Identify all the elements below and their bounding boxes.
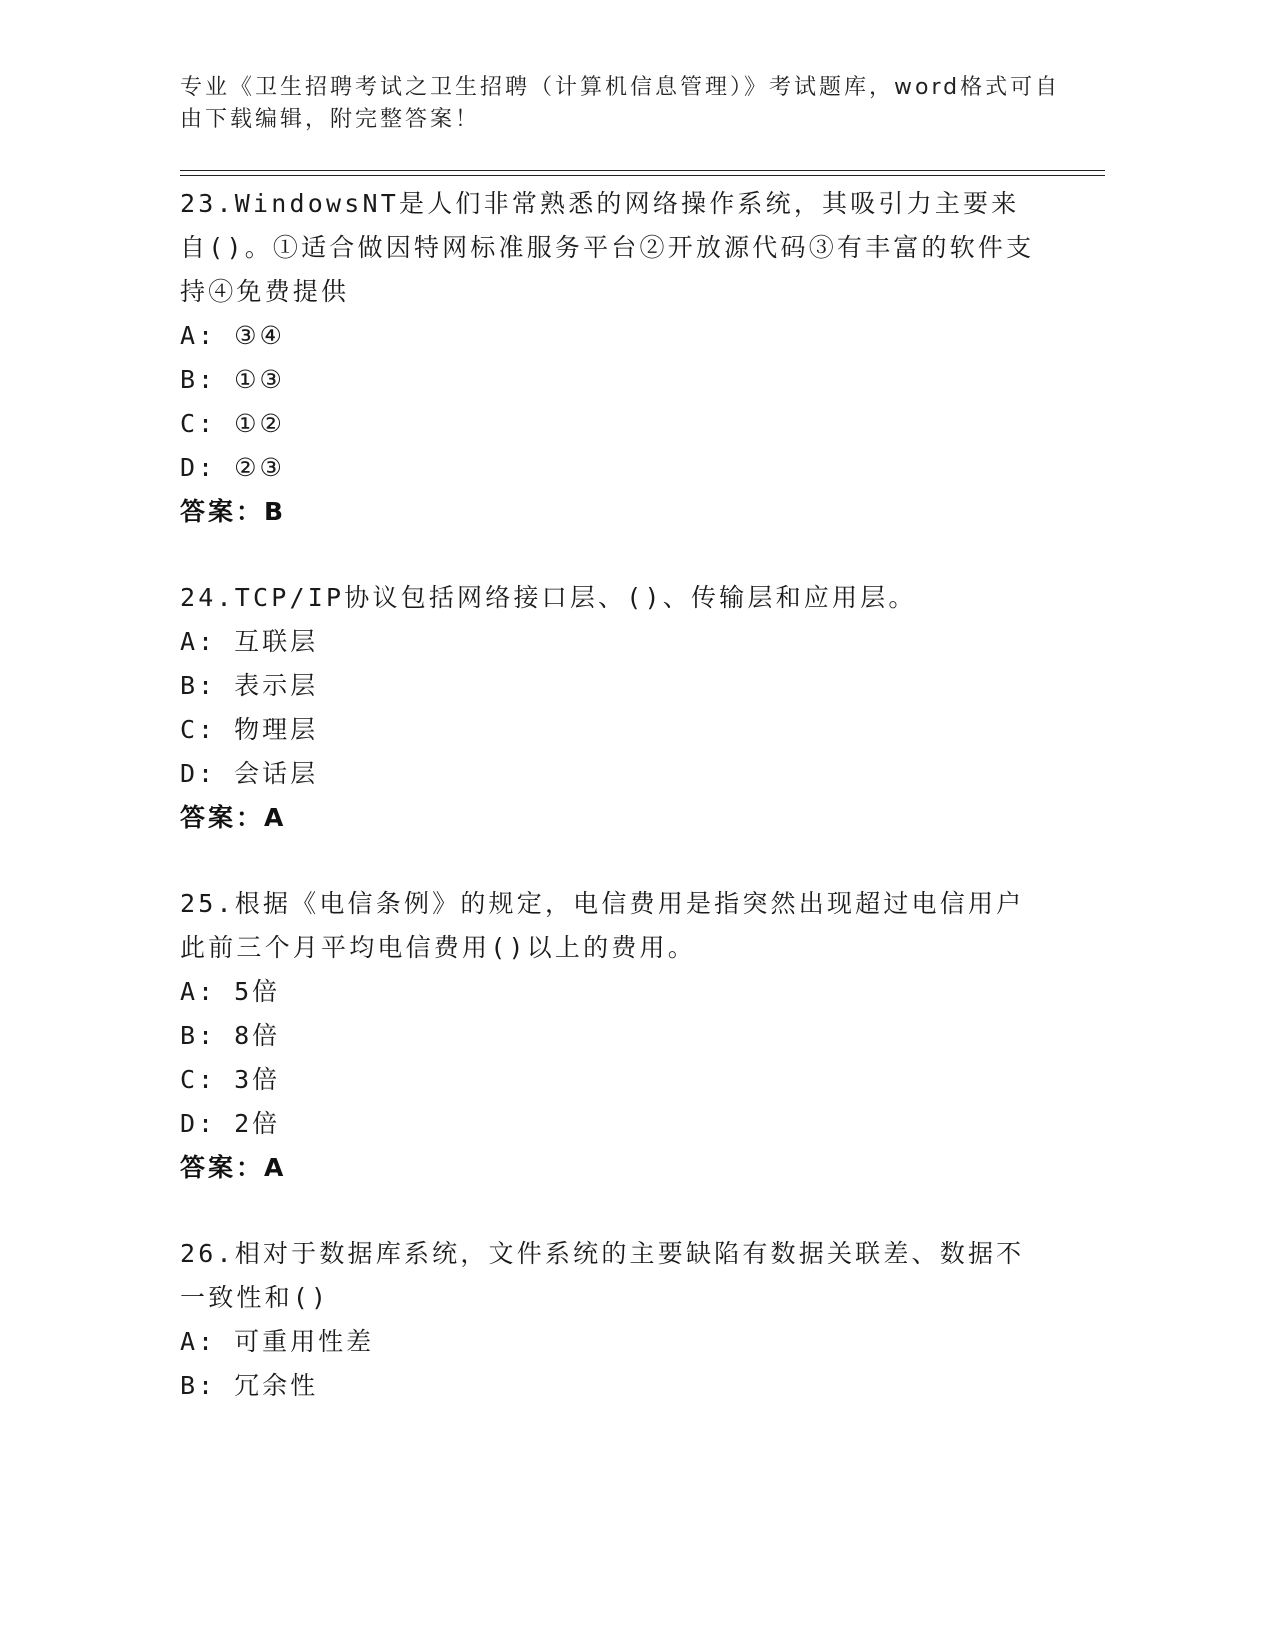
header-line-1: 专业《卫生招聘考试之卫生招聘（计算机信息管理）》考试题库，word格式可自 xyxy=(180,75,1061,100)
option-d xyxy=(180,446,1040,490)
option-text: ①③ xyxy=(234,365,285,394)
option-c xyxy=(180,402,1040,446)
option-letter: C: xyxy=(180,715,217,744)
question-text: 23.WindowsNT是人们非常熟悉的网络操作系统，其吸引力主要来自()。①适合做因特网标准服务平台②开放源代码③有丰富的软件支持④免费提供 xyxy=(180,189,1035,306)
option-text: 互联层 xyxy=(234,627,319,656)
option-text: 3倍 xyxy=(234,1065,281,1094)
option-b xyxy=(180,664,1040,708)
option-b xyxy=(180,358,1040,402)
option-letter: D: xyxy=(180,1109,217,1138)
option-text: 物理层 xyxy=(234,715,319,744)
answer-line: 答案：A xyxy=(180,1153,287,1182)
option-c xyxy=(180,708,1040,752)
option-letter: D: xyxy=(180,759,217,788)
question-24 xyxy=(180,576,1040,840)
header-divider-top xyxy=(180,170,1105,171)
question-26 xyxy=(180,1232,1040,1408)
option-a xyxy=(180,314,1040,358)
option-b xyxy=(180,1364,1040,1408)
option-text: 8倍 xyxy=(234,1021,281,1050)
option-d xyxy=(180,1102,1040,1146)
option-text: ②③ xyxy=(234,453,285,482)
header-line-2: 由下载编辑，附完整答案！ xyxy=(180,107,481,132)
option-text: 会话层 xyxy=(234,759,319,788)
option-a xyxy=(180,1320,1040,1364)
option-letter: A: xyxy=(180,627,217,656)
option-text: ①② xyxy=(234,409,285,438)
option-b xyxy=(180,1014,1040,1058)
option-text: 5倍 xyxy=(234,977,281,1006)
option-text: 可重用性差 xyxy=(234,1327,375,1356)
option-letter: B: xyxy=(180,365,217,394)
option-letter: A: xyxy=(180,321,217,350)
option-text: 表示层 xyxy=(234,671,319,700)
question-23 xyxy=(180,182,1040,534)
option-letter: C: xyxy=(180,409,217,438)
option-letter: B: xyxy=(180,1371,217,1400)
option-text: ③④ xyxy=(234,321,285,350)
option-letter: A: xyxy=(180,977,217,1006)
document-header xyxy=(180,72,1080,136)
option-c xyxy=(180,1058,1040,1102)
question-text: 25.根据《电信条例》的规定，电信费用是指突然出现超过电信用户此前三个月平均电信费用()以上的费用。 xyxy=(180,889,1025,962)
option-text: 冗余性 xyxy=(234,1371,319,1400)
question-25 xyxy=(180,882,1040,1190)
option-letter: B: xyxy=(180,1021,217,1050)
option-d xyxy=(180,752,1040,796)
question-text: 24.TCP/IP协议包括网络接口层、()、传输层和应用层。 xyxy=(180,583,917,612)
option-a xyxy=(180,620,1040,664)
question-list xyxy=(180,182,1040,1450)
option-letter: D: xyxy=(180,453,217,482)
option-letter: A: xyxy=(180,1327,217,1356)
option-letter: B: xyxy=(180,671,217,700)
option-text: 2倍 xyxy=(234,1109,281,1138)
option-letter: C: xyxy=(180,1065,217,1094)
question-text: 26.相对于数据库系统，文件系统的主要缺陷有数据关联差、数据不一致性和() xyxy=(180,1239,1025,1312)
answer-line: 答案：A xyxy=(180,803,287,832)
header-divider-bottom xyxy=(180,175,1105,176)
answer-line: 答案：B xyxy=(180,497,287,526)
option-a xyxy=(180,970,1040,1014)
